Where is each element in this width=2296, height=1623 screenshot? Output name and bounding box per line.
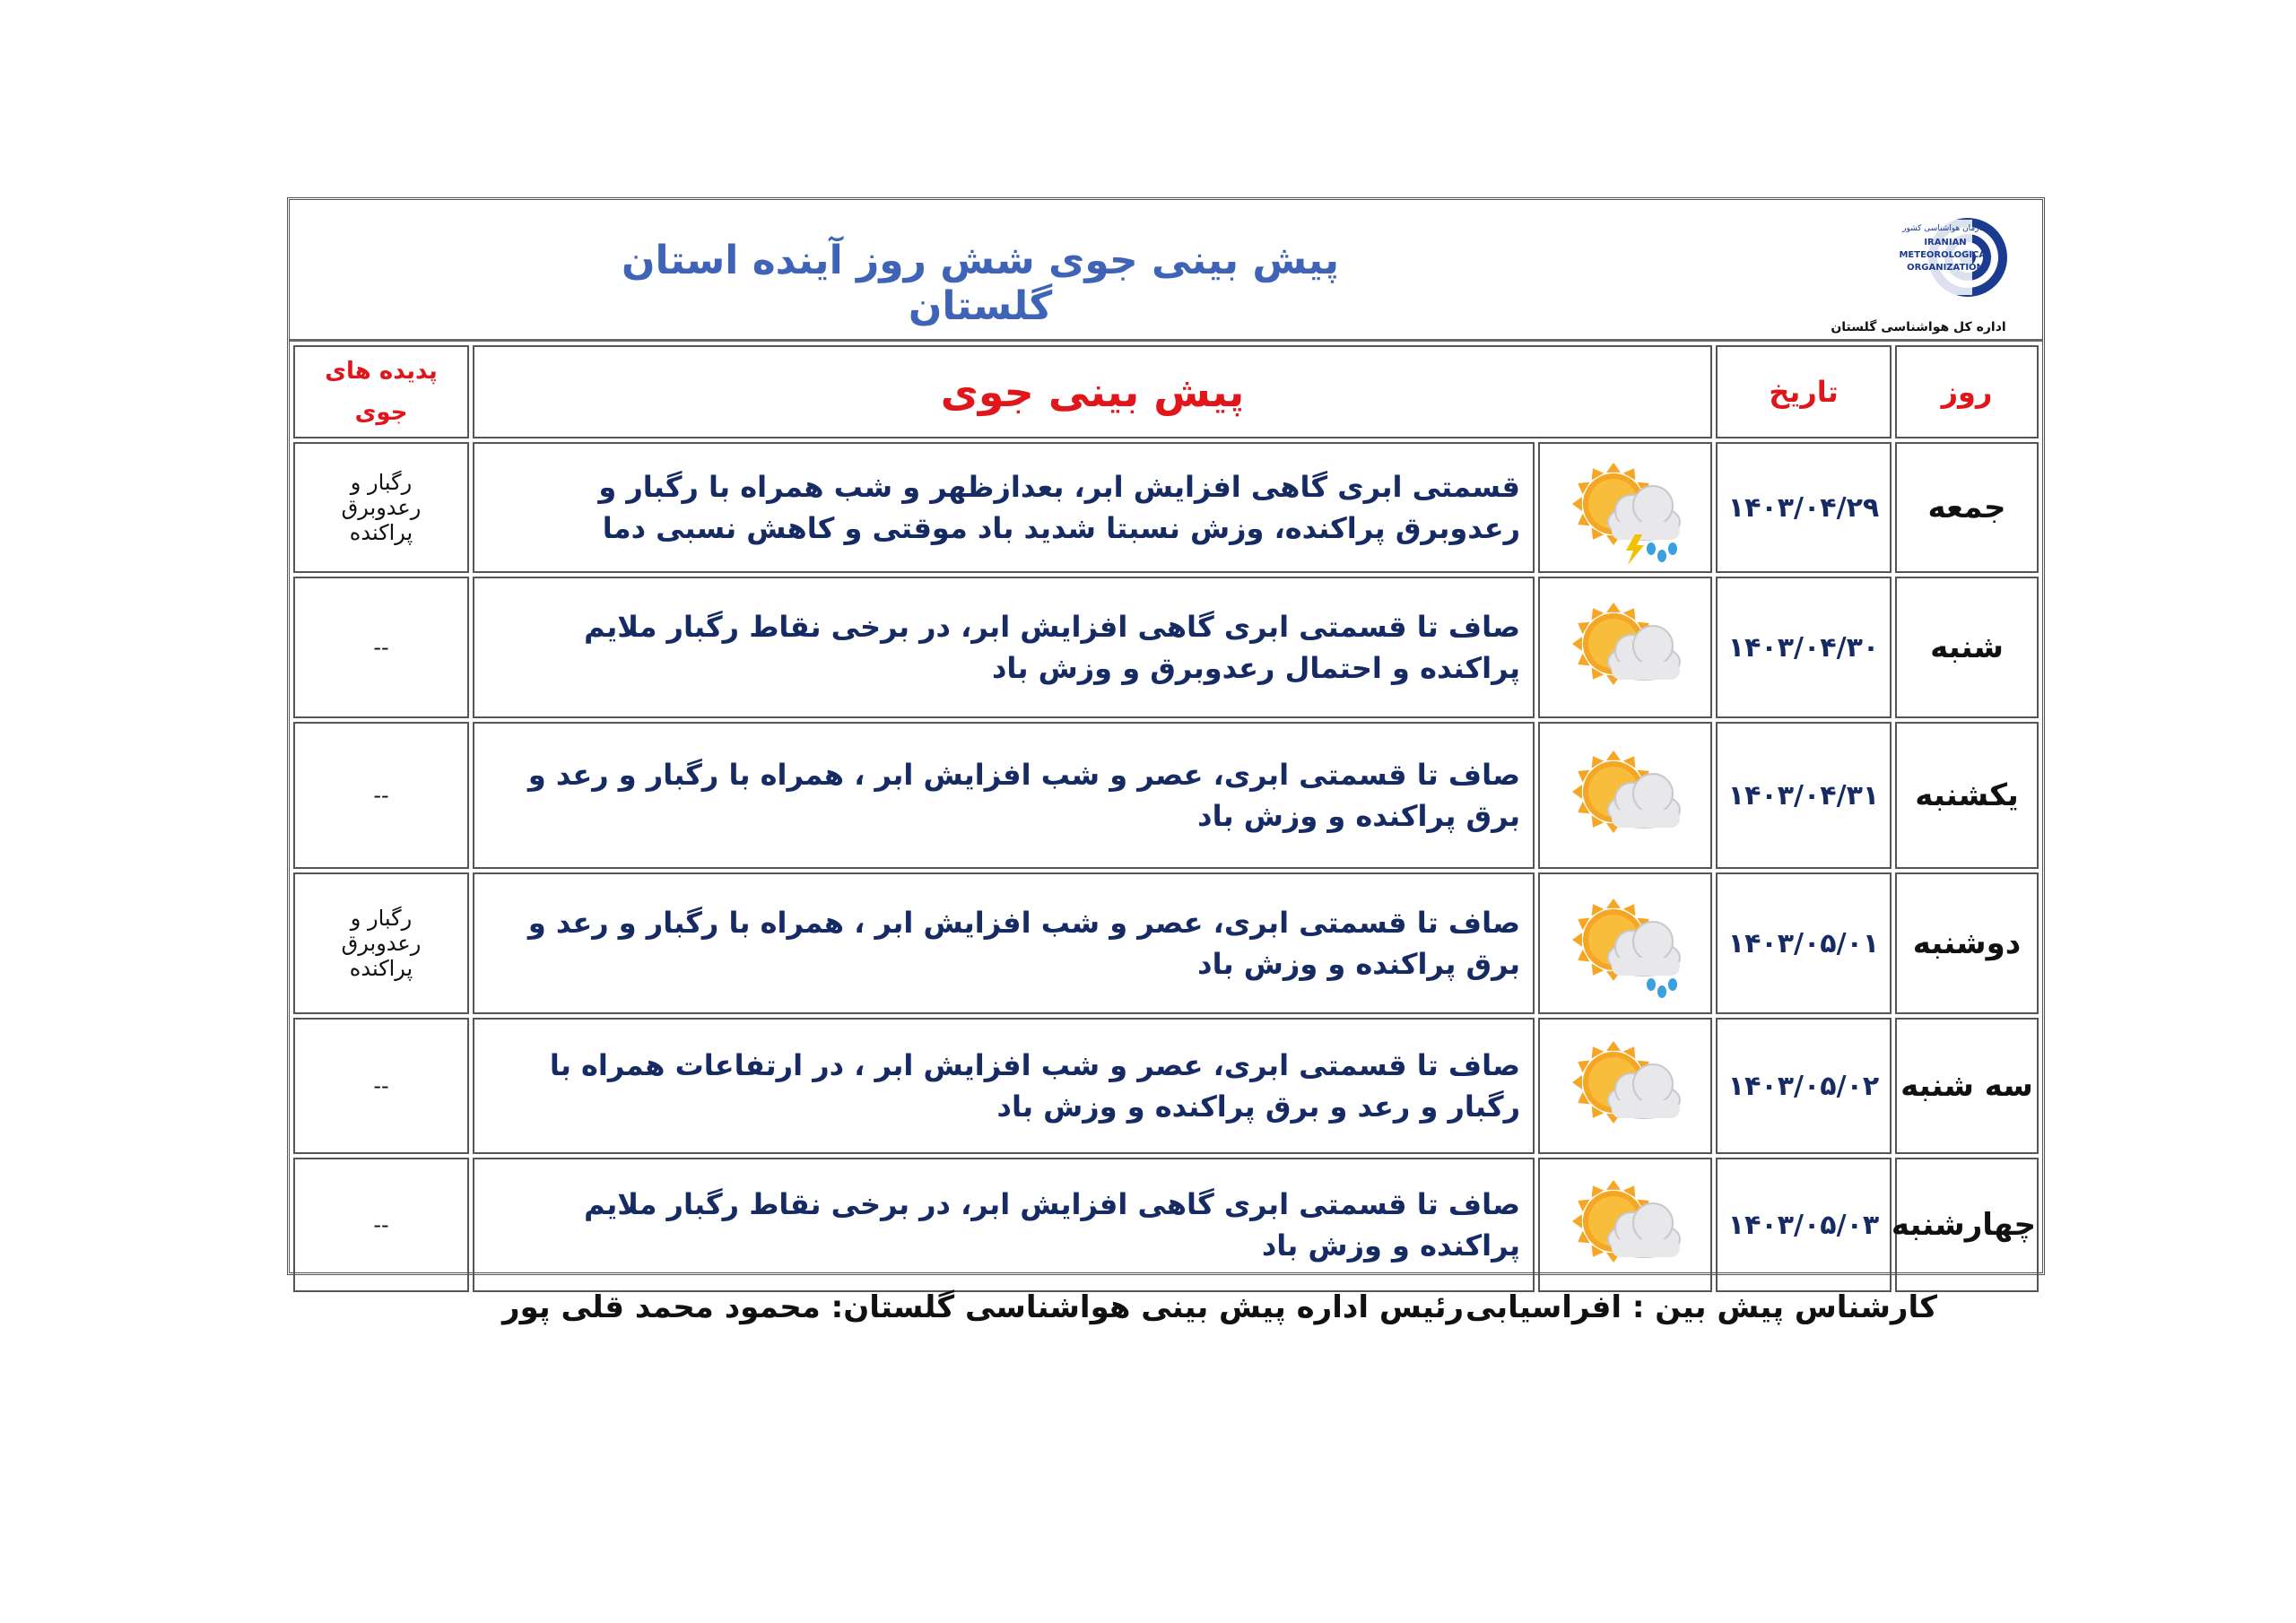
row-day: دوشنبه [1895,872,2039,1014]
phenomena-line: -- [373,1212,389,1237]
row-day: یکشنبه [1895,722,2039,869]
row-day: شنبه [1895,577,2039,718]
phenomena-line: -- [373,1073,389,1098]
phenomena-line: رگبار و [350,470,413,495]
logo-line-1: IRANIAN [1924,238,1967,247]
row-date: ۱۴۰۳/۰۴/۲۹ [1716,442,1892,573]
sun-cloud-thunder-rain-icon [1541,445,1709,570]
row-date: ۱۴۰۳/۰۴/۳۰ [1716,577,1892,718]
table-header-row [293,345,2039,438]
logo-caption: اداره کل هواشناسی گلستان [1831,320,2006,334]
header-row [290,200,2042,342]
header-phenomena-line: جوی [354,399,408,426]
row-date: ۱۴۰۳/۰۵/۰۱ [1716,872,1892,1014]
phenomena-line: -- [373,783,389,808]
phenomena-line: پراکنده [349,520,413,545]
row-day: چهارشنبه [1895,1158,2039,1292]
row-weather-icon-cell [1538,872,1712,1014]
row-forecast-text: صاف تا قسمتی ابری گاهی افزایش ابر، در برخی نقاط رگبار ملایم پراکنده و وزش باد [473,1158,1535,1292]
row-phenomena [293,1018,469,1154]
phenomena-line: رعدوبرق [341,931,422,956]
row-date: ۱۴۰۳/۰۵/۰۲ [1716,1018,1892,1154]
department-head: رئیس اداره پیش بینی هواشناسی گلستان: محمود محمد قلی پور [502,1289,1465,1325]
row-day: سه شنبه [1895,1018,2039,1154]
row-forecast-text: صاف تا قسمتی ابری، عصر و شب افزایش ابر ، همراه با رگبار و رعد و برق پراکنده و وزش باد [473,872,1535,1014]
logo-line-fa: سازمان هواشناسی کشور [1902,224,1988,233]
sun-cloud-rain-icon [1541,881,1709,1006]
row-date: ۱۴۰۳/۰۴/۳۱ [1716,722,1892,869]
phenomena-line: پراکنده [349,956,413,981]
row-weather-icon-cell [1538,1158,1712,1292]
header-phenomena [293,345,469,438]
row-phenomena [293,722,469,869]
sun-cloud-icon [1541,1162,1709,1288]
row-weather-icon-cell [1538,577,1712,718]
table-row [293,1158,2039,1292]
row-phenomena [293,1158,469,1292]
header-phenomena-line: پدیده های [325,358,438,385]
logo-line-2: METEOROLOGICAL [1899,250,1992,260]
row-phenomena [293,442,469,573]
phenomena-line: -- [373,635,389,660]
sun-cloud-icon [1541,1023,1709,1149]
row-day: جمعه [1895,442,2039,573]
header-date: تاریخ [1716,345,1892,438]
row-forecast-text: صاف تا قسمتی ابری، عصر و شب افزایش ابر ، در ارتفاعات همراه با رگبار و رعد و برق پراکنده و وزش باد [473,1018,1535,1154]
table-row [293,577,2039,718]
sun-cloud-icon [1541,733,1709,858]
row-forecast-text: صاف تا قسمتی ابری، عصر و شب افزایش ابر ، همراه با رگبار و رعد و برق پراکنده و وزش باد [473,722,1535,869]
page-title: پیش بینی جوی شش روز آینده استان گلستان [622,238,1339,329]
forecast-table [290,342,2042,1296]
row-forecast-text: قسمتی ابری گاهی افزایش ابر، بعدازظهر و شب همراه با رگبار و رعدوبرق پراکنده، وزش نسبتا شدید باد موقتی و کاهش نسبی دما [473,442,1535,573]
table-row [293,872,2039,1014]
row-forecast-text: صاف تا قسمتی ابری گاهی افزایش ابر، در برخی نقاط رگبار ملایم پراکنده و احتمال رعدوبرق و وزش باد [473,577,1535,718]
sun-cloud-icon [1541,585,1709,710]
table-row [293,722,2039,869]
forecaster-name: کارشناس پیش بین : افراسیابی [1465,1289,1937,1325]
forecast-sheet [287,197,2045,1275]
table-row [293,442,2039,573]
table-row [293,1018,2039,1154]
row-weather-icon-cell [1538,442,1712,573]
phenomena-line: رگبار و [350,906,413,931]
row-weather-icon-cell [1538,1018,1712,1154]
logo-line-3: ORGANIZATION [1907,263,1984,273]
header-day: روز [1895,345,2039,438]
row-weather-icon-cell [1538,722,1712,869]
organization-logo [1811,213,2026,334]
row-phenomena [293,577,469,718]
row-phenomena [293,872,469,1014]
header-forecast: پیش بینی جوی [473,345,1712,438]
forecast-rows [293,442,2039,1292]
row-date: ۱۴۰۳/۰۵/۰۳ [1716,1158,1892,1292]
phenomena-line: رعدوبرق [341,495,422,520]
logo-emblem-icon [1811,213,2026,313]
